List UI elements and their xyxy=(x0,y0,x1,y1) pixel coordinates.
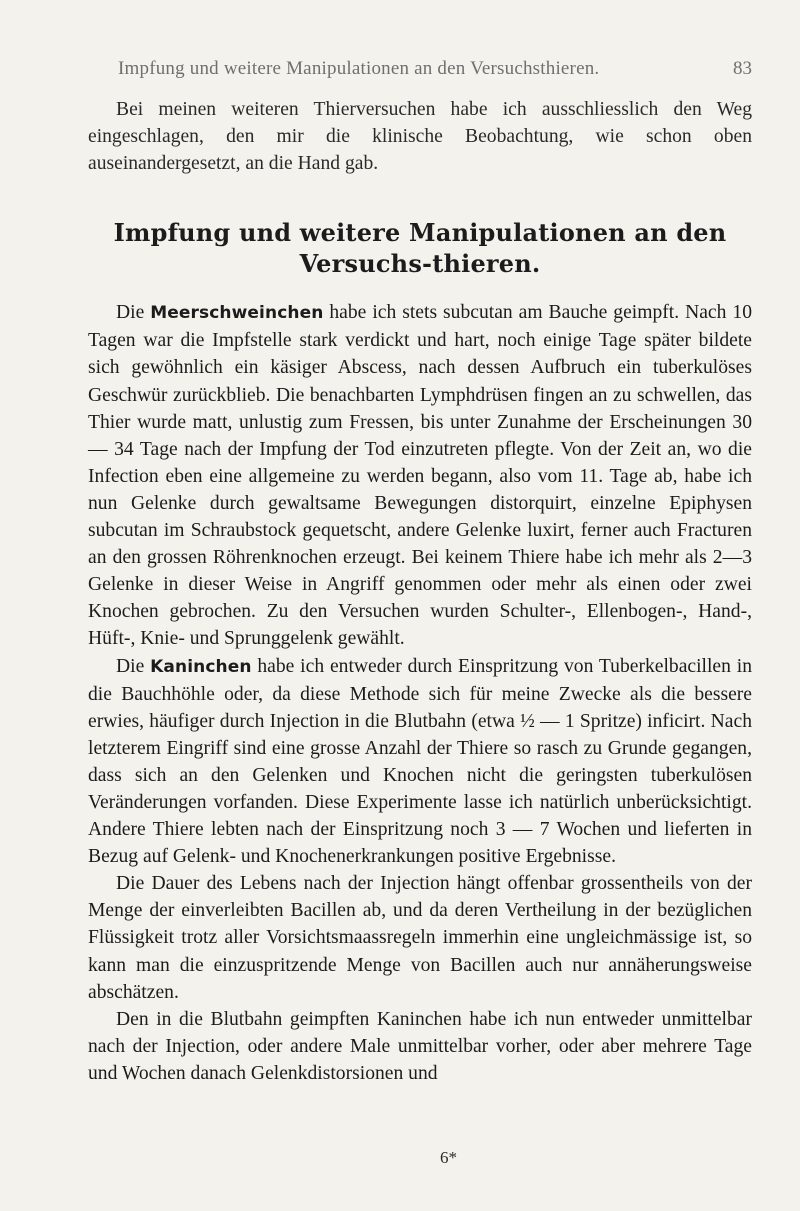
section-heading: Impfung und weitere Manipulationen an den Versuchs-thieren. xyxy=(113,218,727,279)
running-head xyxy=(118,58,752,82)
page-body xyxy=(88,96,752,1087)
intro-paragraph: Bei meinen weiteren Thierversuchen habe ich ausschliesslich den Weg eingeschlagen, den mir die klinische Beobachtung, wie schon oben auseinandergesetzt, an die Hand gab. xyxy=(88,99,752,175)
running-title: Impfung und weitere Manipulationen an den Versuchsthieren. xyxy=(118,58,600,79)
paragraph-lead: Die xyxy=(116,655,145,677)
paragraph-guinea-pigs xyxy=(88,299,752,652)
page-number: 83 xyxy=(733,58,752,79)
paragraph-bloodstream: Den in die Blutbahn geimpften Kaninchen habe ich nun entweder unmittelbar nach der Injection, oder andere Male unmittelbar vorher, oder aber mehrere Tage und Wochen danach Gelenkdistorsionen und xyxy=(88,1008,752,1084)
emphasis-term: Meerschweinchen xyxy=(150,303,324,324)
paragraph-text: habe ich entweder durch Einspritzung von Tuberkelbacillen in die Bauchhöhle oder, da diese Methode sich für meine Zwecke als die bessere erwies, häufiger durch Injection in die Blutbahn (etwa ½ — 1 Spritze) inficirt. Nach letzterem Eingriff sind eine grosse Anzahl der Thiere so rasch zu Grunde gegangen, dass sich an den Gelenken und Knochen nicht die geringsten tuberkulösen Veränderungen vorfanden. Diese Experimente lasse ich natürlich unberücksichtigt. Andere Thiere lebten nach der Einspritzung noch 3 — 7 Wochen und lieferten in Bezug auf Gelenk- und Knochenerkrankungen positive Ergebnisse. xyxy=(88,655,752,868)
paragraph-duration: Die Dauer des Lebens nach der Injection hängt offenbar grossentheils von der Menge der einverleibten Bacillen ab, und da deren Vertheilung in der bezüglichen Flüssigkeit trotz aller Vorsichtsmaassregeln immerhin eine ungleichmässige ist, so kann man die einzuspritzende Menge von Bacillen auch nur annäherungsweise abschätzen. xyxy=(88,873,752,1003)
emphasis-term: Kaninchen xyxy=(150,656,252,677)
signature-mark: 6* xyxy=(440,1148,457,1167)
paragraph-text: habe ich stets subcutan am Bauche geimpft. Nach 10 Tagen war die Impfstelle stark verdickt und hart, noch einige Tage später bildete sich gewöhnlich ein käsiger Abscess, nach dessen Aufbruch ein tuberkulöses Geschwür zurückblieb. Die benachbarten Lymphdrüsen fingen an zu schwellen, das Thier wurde matt, unlustig zum Fressen, bis unter Zunahme der Erscheinungen 30 — 34 Tage nach der Impfung der Tod einzutreten pflegte. Von der Zeit an, wo die Infection eben eine allgemeine zu werden begann, also vom 11. Tage ab, habe ich nun Gelenke durch gewaltsame Bewegungen distorquirt, einzelne Epiphysen subcutan im Schraubstock gequetscht, andere Gelenke luxirt, ferner auch Fracturen an den grossen Röhrenknochen erzeugt. Bei keinem Thiere habe ich mehr als 2—3 Gelenke in dieser Weise in Angriff genommen oder mehr als einen oder zwei Knochen gebrochen. Zu den Versuchen wurden Schulter-, Ellenbogen-, Hand-, Hüft-, Knie- und Sprunggelenk gewählt. xyxy=(88,302,752,650)
paragraph-lead: Die xyxy=(116,302,145,324)
paragraph-rabbits xyxy=(88,653,752,871)
